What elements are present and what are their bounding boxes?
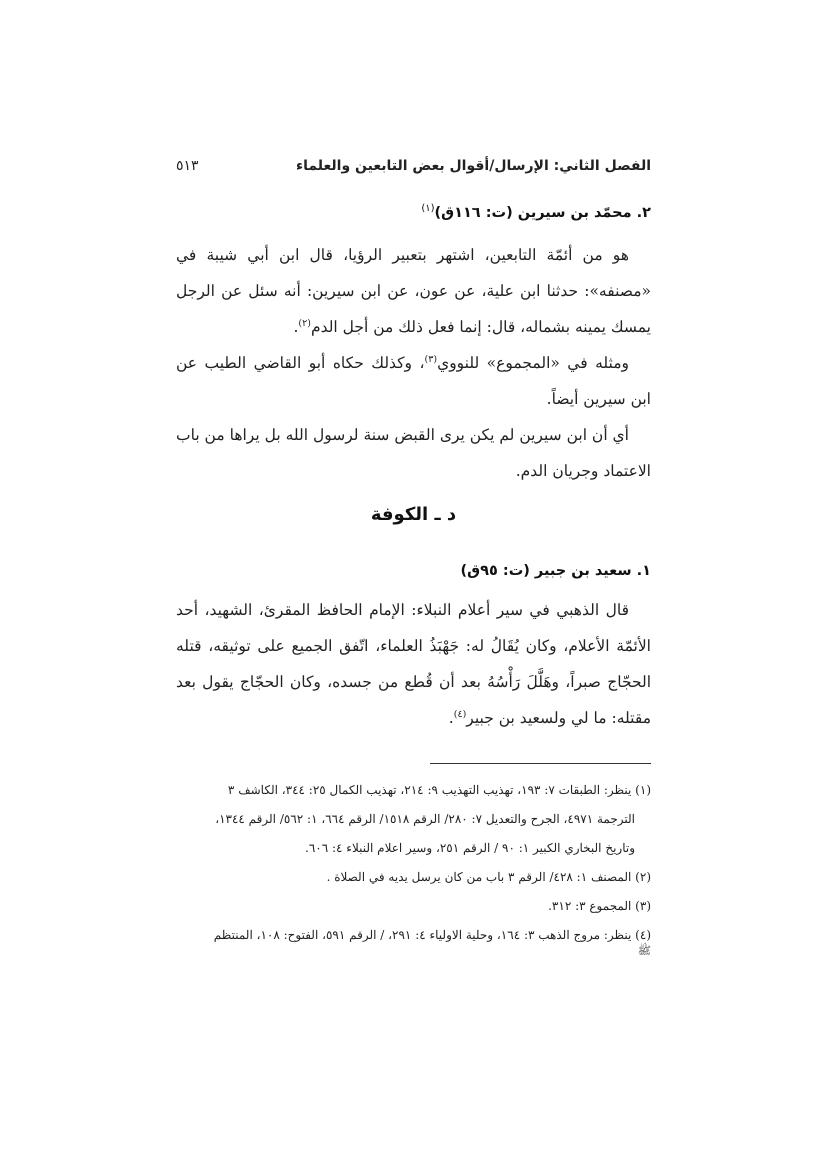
footnote-1: (١) ينظر: الطبقات ٧: ١٩٣، تهذيب التهذيب ٩: ٢١٤، تهذيب الكمال ٢٥: ٣٤٤، الكاشف ٣: [227, 783, 651, 797]
footnote-3: (٣) المجموع ٣: ٣١٢.: [548, 899, 651, 913]
footnote-2: (٢) المصنف ١: ٤٢٨/ الرقم ٣ باب من كان يرسل يديه في الصلاة .: [326, 870, 651, 884]
footnote-4: (٤) ينظر: مروج الذهب ٣: ١٦٤، وحلية الاولياء ٤: ٢٩١، / الرقم ٥٩١، الفتوح: ١٠٨، المنتظم: [213, 928, 651, 942]
entry-heading-ibn-sirin: [176, 203, 651, 221]
section-title: د ـ الكوفة: [370, 504, 457, 525]
paragraph: ومثله في «المجموع» للنووي$^{(٣)}$، وكذلك حكاه أبو القاضي الطيب عن ابن سيرين أيضاً.: [176, 353, 651, 408]
entry-heading-text: ١. سعيد بن جبير (ت: ٩٥ق): [460, 563, 651, 579]
footnote-ref: (٣): [424, 353, 438, 365]
entry-body-said-ibn-jubayr: [176, 592, 651, 736]
page-number: ٥١٣: [176, 158, 199, 174]
paragraph: أي أن ابن سيرين لم يكن يرى القبض سنة لرسول الله بل يراها من باب الاعتماد وجريان الدم.: [176, 426, 651, 480]
entry-heading-text: ٢. محمّد بن سيرين (ت: ١١٦ق): [434, 204, 651, 221]
footnote-ref: (٤): [453, 708, 467, 720]
running-header: [176, 158, 651, 174]
footnote-1-continued: الترجمة ٤٩٧١، الجرح والتعديل ٧: ٢٨٠/ الرقم ١٥١٨/ الرقم ٦٦٤، ١: ٥٦٢/ الرقم ١٣٤٤،: [215, 812, 635, 826]
footnote-separator: [430, 763, 651, 764]
footnote-ref: (١): [421, 203, 435, 214]
footnote-1-continued: وتاريخ البخاري الكبير ١: ٩٠ / الرقم ٢٥١، وسير اعلام النبلاء ٤: ٦٠٦.: [305, 841, 635, 855]
paragraph: قال الذهبي في سير أعلام النبلاء: الإمام الحافظ المقرئ، الشهيد، أحد الأئمّة الأعلام، وكان يُقَالُ له: جَهْبَذُ العلماء، اتّفق الجميع على توثيقه، قتله الحجّاج صبراً، وهَلَّلَ رَأْسُهُ بعد أن قُطع من جسده، وكان الحجّاج يقول بعد مقتله: ما لي ولسعيد بن جبير$^{(٤)}$.: [176, 601, 651, 727]
footnote-ref: (٢): [298, 317, 311, 329]
entry-body-ibn-sirin: [176, 237, 651, 489]
footnotes: [176, 776, 651, 960]
continuation-mark: ﷺ: [637, 944, 651, 957]
chapter-title: الفصل الثاني: الإرسال/أقوال بعض التابعين والعلماء: [295, 158, 651, 174]
entry-heading-said-ibn-jubayr: [176, 563, 651, 579]
paragraph: هو من أئمّة التابعين، اشتهر بتعبير الرؤيا، قال ابن أبي شيبة في «مصنفه»: حدثنا ابن علية، عن عون، عن ابن سيرين: أنه سئل عن الرجل يمسك يمينه بشماله، قال: إنما فعل ذلك من أجل الدم$^{(٢)}$.: [176, 246, 651, 336]
